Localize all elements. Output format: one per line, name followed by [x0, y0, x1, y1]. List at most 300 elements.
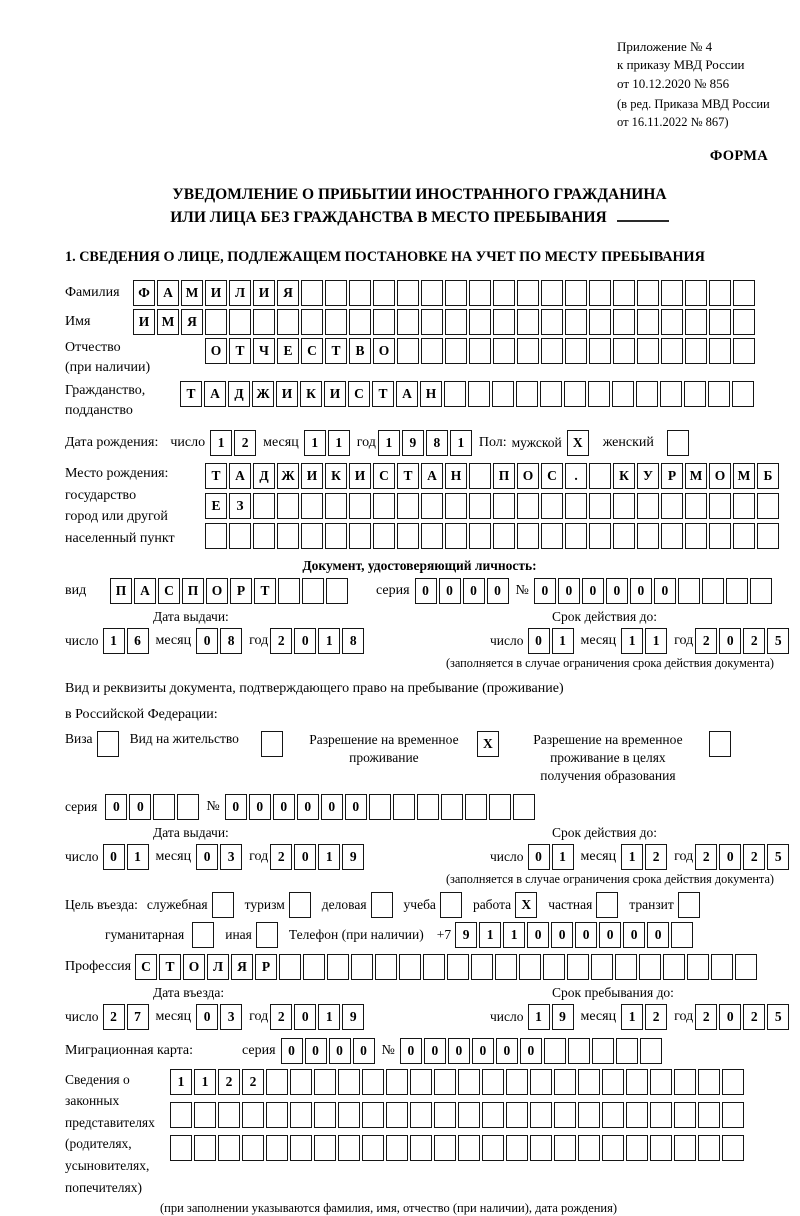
surname-cell[interactable] [421, 280, 443, 306]
surname-cell[interactable] [709, 280, 731, 306]
identity-issue-day-cell[interactable]: 1 [103, 628, 125, 654]
identity-doc-number-cell[interactable] [702, 578, 724, 604]
birthplace-cell[interactable]: И [301, 463, 323, 489]
birthplace-cell[interactable] [421, 523, 443, 549]
surname-cell[interactable] [661, 280, 683, 306]
representatives-cell[interactable] [410, 1102, 432, 1128]
representatives-cell[interactable]: 1 [194, 1069, 216, 1095]
patronymic-cell[interactable] [637, 338, 659, 364]
stay-year-cell[interactable]: 5 [767, 1004, 789, 1030]
stay-year-cell[interactable]: 0 [719, 1004, 741, 1030]
identity-doc-type-cell[interactable] [326, 578, 348, 604]
patronymic-cell[interactable]: О [373, 338, 395, 364]
representatives-cell[interactable] [650, 1135, 672, 1161]
identity-doc-number-cell[interactable] [750, 578, 772, 604]
representatives-cell[interactable] [458, 1135, 480, 1161]
representatives-cell[interactable] [506, 1102, 528, 1128]
birthplace-cell[interactable]: О [709, 463, 731, 489]
representatives-cell[interactable] [482, 1102, 504, 1128]
representatives-cell[interactable] [578, 1135, 600, 1161]
representatives-cell[interactable] [218, 1135, 240, 1161]
phone-digit-cell[interactable]: 0 [575, 922, 597, 948]
purpose-official-checkbox[interactable] [212, 892, 234, 918]
surname-cell[interactable] [541, 280, 563, 306]
migration-card-number-cell[interactable]: 0 [424, 1038, 446, 1064]
birthplace-cell[interactable] [469, 493, 491, 519]
representatives-cell[interactable] [698, 1102, 720, 1128]
residence-issue-year-cell[interactable]: 9 [342, 844, 364, 870]
purpose-other-checkbox[interactable] [256, 922, 278, 948]
citizenship-cell[interactable] [588, 381, 610, 407]
birthplace-cell[interactable]: Ж [277, 463, 299, 489]
birthplace-cell[interactable]: Д [253, 463, 275, 489]
representatives-cell[interactable] [170, 1102, 192, 1128]
identity-doc-number-cell[interactable]: 0 [606, 578, 628, 604]
identity-doc-type-cell[interactable] [302, 578, 324, 604]
representatives-cell[interactable] [434, 1069, 456, 1095]
residence-issue-month-cell[interactable]: 0 [196, 844, 218, 870]
patronymic-cell[interactable] [445, 338, 467, 364]
birth-year-cell[interactable]: 8 [426, 430, 448, 456]
residence-valid-year-cell[interactable]: 5 [767, 844, 789, 870]
representatives-cell[interactable] [410, 1135, 432, 1161]
profession-cell[interactable] [495, 954, 517, 980]
birthplace-cell[interactable] [373, 523, 395, 549]
birthplace-cell[interactable] [229, 523, 251, 549]
birthplace-cell[interactable] [325, 523, 347, 549]
name-cell[interactable] [277, 309, 299, 335]
representatives-cell[interactable]: 1 [170, 1069, 192, 1095]
name-cell[interactable] [541, 309, 563, 335]
surname-cell[interactable] [493, 280, 515, 306]
birthplace-cell[interactable] [253, 523, 275, 549]
representatives-cell[interactable] [674, 1102, 696, 1128]
representatives-cell[interactable] [482, 1135, 504, 1161]
profession-cell[interactable]: С [135, 954, 157, 980]
entry-month-cell[interactable]: 0 [196, 1004, 218, 1030]
identity-doc-type-cell[interactable]: А [134, 578, 156, 604]
name-cell[interactable] [709, 309, 731, 335]
birthplace-cell[interactable]: К [325, 463, 347, 489]
representatives-cell[interactable] [602, 1102, 624, 1128]
residence-doc-number-cell[interactable]: 0 [297, 794, 319, 820]
birthplace-cell[interactable] [301, 493, 323, 519]
birthplace-cell[interactable] [397, 523, 419, 549]
representatives-cell[interactable] [194, 1102, 216, 1128]
birthplace-cell[interactable]: У [637, 463, 659, 489]
female-checkbox[interactable] [667, 430, 689, 456]
entry-day-cell[interactable]: 2 [103, 1004, 125, 1030]
representatives-cell[interactable] [602, 1135, 624, 1161]
male-checkbox[interactable]: X [567, 430, 589, 456]
residence-valid-year-cell[interactable]: 0 [719, 844, 741, 870]
migration-card-series-cell[interactable]: 0 [329, 1038, 351, 1064]
identity-issue-year-cell[interactable]: 8 [342, 628, 364, 654]
representatives-cell[interactable] [674, 1069, 696, 1095]
residence-valid-month-cell[interactable]: 1 [621, 844, 643, 870]
birthplace-cell[interactable] [493, 523, 515, 549]
representatives-cell[interactable] [554, 1069, 576, 1095]
birthplace-cell[interactable] [589, 493, 611, 519]
identity-issue-year-cell[interactable]: 0 [294, 628, 316, 654]
identity-doc-series-cell[interactable]: 0 [463, 578, 485, 604]
representatives-cell[interactable] [266, 1102, 288, 1128]
phone-digit-cell[interactable]: 1 [503, 922, 525, 948]
birth-day-cell[interactable]: 2 [234, 430, 256, 456]
identity-doc-number-cell[interactable]: 0 [582, 578, 604, 604]
purpose-transit-checkbox[interactable] [678, 892, 700, 918]
entry-year-cell[interactable]: 0 [294, 1004, 316, 1030]
representatives-cell[interactable] [410, 1069, 432, 1095]
representatives-cell[interactable]: 2 [242, 1069, 264, 1095]
birthplace-cell[interactable] [685, 493, 707, 519]
identity-issue-day-cell[interactable]: 6 [127, 628, 149, 654]
citizenship-cell[interactable] [540, 381, 562, 407]
purpose-business-checkbox[interactable] [371, 892, 393, 918]
birthplace-cell[interactable]: . [565, 463, 587, 489]
identity-issue-year-cell[interactable]: 2 [270, 628, 292, 654]
entry-month-cell[interactable]: 3 [220, 1004, 242, 1030]
patronymic-cell[interactable] [421, 338, 443, 364]
phone-digit-cell[interactable] [671, 922, 693, 948]
migration-card-number-cell[interactable] [640, 1038, 662, 1064]
name-cell[interactable] [517, 309, 539, 335]
birthplace-cell[interactable] [733, 493, 755, 519]
representatives-cell[interactable] [554, 1102, 576, 1128]
birthplace-cell[interactable] [661, 493, 683, 519]
residence-doc-series-cell[interactable]: 0 [129, 794, 151, 820]
patronymic-cell[interactable] [493, 338, 515, 364]
residence-valid-day-cell[interactable]: 0 [528, 844, 550, 870]
birth-month-cell[interactable]: 1 [328, 430, 350, 456]
representatives-cell[interactable] [362, 1102, 384, 1128]
representatives-cell[interactable] [314, 1069, 336, 1095]
name-cell[interactable] [229, 309, 251, 335]
representatives-cell[interactable] [242, 1102, 264, 1128]
profession-cell[interactable] [447, 954, 469, 980]
surname-cell[interactable] [445, 280, 467, 306]
profession-cell[interactable] [279, 954, 301, 980]
identity-valid-year-cell[interactable]: 2 [743, 628, 765, 654]
birthplace-cell[interactable]: М [685, 463, 707, 489]
birthplace-cell[interactable] [349, 493, 371, 519]
name-cell[interactable] [613, 309, 635, 335]
profession-cell[interactable] [303, 954, 325, 980]
citizenship-cell[interactable] [660, 381, 682, 407]
residence-doc-number-cell[interactable] [465, 794, 487, 820]
birthplace-cell[interactable] [301, 523, 323, 549]
name-cell[interactable]: Я [181, 309, 203, 335]
profession-cell[interactable] [567, 954, 589, 980]
residence-doc-number-cell[interactable] [513, 794, 535, 820]
phone-digit-cell[interactable]: 0 [551, 922, 573, 948]
surname-cell[interactable] [349, 280, 371, 306]
surname-cell[interactable] [397, 280, 419, 306]
residence-doc-number-cell[interactable]: 0 [273, 794, 295, 820]
profession-cell[interactable] [423, 954, 445, 980]
purpose-tourism-checkbox[interactable] [289, 892, 311, 918]
name-cell[interactable] [733, 309, 755, 335]
migration-card-number-cell[interactable] [592, 1038, 614, 1064]
surname-cell[interactable]: М [181, 280, 203, 306]
citizenship-cell[interactable]: К [300, 381, 322, 407]
stay-day-cell[interactable]: 9 [552, 1004, 574, 1030]
patronymic-cell[interactable]: Ч [253, 338, 275, 364]
representatives-cell[interactable] [338, 1102, 360, 1128]
residence-doc-number-cell[interactable] [393, 794, 415, 820]
migration-card-number-cell[interactable]: 0 [472, 1038, 494, 1064]
representatives-cell[interactable] [530, 1102, 552, 1128]
birthplace-cell[interactable] [757, 523, 779, 549]
name-cell[interactable] [565, 309, 587, 335]
identity-doc-type-cell[interactable]: О [206, 578, 228, 604]
patronymic-cell[interactable]: Т [325, 338, 347, 364]
birthplace-cell[interactable]: М [733, 463, 755, 489]
patronymic-cell[interactable] [613, 338, 635, 364]
birth-month-cell[interactable]: 1 [304, 430, 326, 456]
citizenship-cell[interactable] [708, 381, 730, 407]
identity-doc-number-cell[interactable]: 0 [654, 578, 676, 604]
representatives-cell[interactable] [362, 1069, 384, 1095]
representatives-cell[interactable] [290, 1069, 312, 1095]
stay-year-cell[interactable]: 2 [695, 1004, 717, 1030]
representatives-cell[interactable] [698, 1135, 720, 1161]
identity-doc-series-cell[interactable]: 0 [439, 578, 461, 604]
patronymic-cell[interactable]: О [205, 338, 227, 364]
residence-doc-number-cell[interactable] [417, 794, 439, 820]
residence-doc-number-cell[interactable] [489, 794, 511, 820]
identity-issue-month-cell[interactable]: 8 [220, 628, 242, 654]
profession-cell[interactable]: О [183, 954, 205, 980]
patronymic-cell[interactable] [469, 338, 491, 364]
name-cell[interactable] [325, 309, 347, 335]
representatives-cell[interactable] [506, 1135, 528, 1161]
surname-cell[interactable] [469, 280, 491, 306]
birthplace-cell[interactable] [373, 493, 395, 519]
birthplace-cell[interactable] [637, 493, 659, 519]
surname-cell[interactable] [565, 280, 587, 306]
representatives-cell[interactable] [626, 1069, 648, 1095]
representatives-cell[interactable] [434, 1135, 456, 1161]
residence-doc-number-cell[interactable] [369, 794, 391, 820]
representatives-cell[interactable] [458, 1069, 480, 1095]
birthplace-cell[interactable] [613, 523, 635, 549]
representatives-cell[interactable] [434, 1102, 456, 1128]
patronymic-cell[interactable] [589, 338, 611, 364]
citizenship-cell[interactable]: Д [228, 381, 250, 407]
patronymic-cell[interactable] [565, 338, 587, 364]
purpose-work-checkbox[interactable]: X [515, 892, 537, 918]
surname-cell[interactable] [685, 280, 707, 306]
entry-year-cell[interactable]: 2 [270, 1004, 292, 1030]
surname-cell[interactable]: А [157, 280, 179, 306]
birthplace-cell[interactable]: О [517, 463, 539, 489]
representatives-cell[interactable] [386, 1069, 408, 1095]
surname-cell[interactable]: Я [277, 280, 299, 306]
representatives-cell[interactable] [626, 1135, 648, 1161]
birthplace-cell[interactable] [661, 523, 683, 549]
representatives-cell[interactable] [266, 1069, 288, 1095]
patronymic-cell[interactable] [685, 338, 707, 364]
identity-doc-type-cell[interactable]: П [110, 578, 132, 604]
birthplace-cell[interactable] [325, 493, 347, 519]
citizenship-cell[interactable] [516, 381, 538, 407]
name-cell[interactable] [589, 309, 611, 335]
citizenship-cell[interactable]: Т [180, 381, 202, 407]
identity-doc-number-cell[interactable] [678, 578, 700, 604]
birthplace-cell[interactable] [565, 523, 587, 549]
temp-residence-education-checkbox[interactable] [709, 731, 731, 757]
profession-cell[interactable] [591, 954, 613, 980]
name-cell[interactable] [469, 309, 491, 335]
representatives-cell[interactable] [626, 1102, 648, 1128]
residence-issue-day-cell[interactable]: 1 [127, 844, 149, 870]
birthplace-cell[interactable]: А [421, 463, 443, 489]
birthplace-cell[interactable]: С [541, 463, 563, 489]
migration-card-number-cell[interactable]: 0 [520, 1038, 542, 1064]
representatives-cell[interactable] [242, 1135, 264, 1161]
patronymic-cell[interactable]: В [349, 338, 371, 364]
surname-cell[interactable] [325, 280, 347, 306]
birthplace-cell[interactable]: Н [445, 463, 467, 489]
surname-cell[interactable] [517, 280, 539, 306]
patronymic-cell[interactable] [709, 338, 731, 364]
representatives-cell[interactable] [482, 1069, 504, 1095]
representatives-cell[interactable] [218, 1102, 240, 1128]
name-cell[interactable] [661, 309, 683, 335]
profession-cell[interactable]: Л [207, 954, 229, 980]
name-cell[interactable] [373, 309, 395, 335]
birthplace-cell[interactable] [469, 523, 491, 549]
citizenship-cell[interactable] [636, 381, 658, 407]
birthplace-cell[interactable]: А [229, 463, 251, 489]
patronymic-cell[interactable] [541, 338, 563, 364]
profession-cell[interactable] [327, 954, 349, 980]
identity-valid-year-cell[interactable]: 2 [695, 628, 717, 654]
birthplace-cell[interactable] [421, 493, 443, 519]
surname-cell[interactable] [301, 280, 323, 306]
surname-cell[interactable]: И [253, 280, 275, 306]
birthplace-cell[interactable] [445, 493, 467, 519]
identity-doc-type-cell[interactable]: Р [230, 578, 252, 604]
migration-card-number-cell[interactable] [544, 1038, 566, 1064]
identity-valid-year-cell[interactable]: 0 [719, 628, 741, 654]
representatives-cell[interactable] [530, 1069, 552, 1095]
birthplace-cell[interactable] [205, 523, 227, 549]
profession-cell[interactable]: Я [231, 954, 253, 980]
identity-doc-series-cell[interactable]: 0 [487, 578, 509, 604]
residence-doc-series-cell[interactable] [177, 794, 199, 820]
residence-doc-series-cell[interactable]: 0 [105, 794, 127, 820]
birthplace-cell[interactable] [253, 493, 275, 519]
representatives-cell[interactable] [554, 1135, 576, 1161]
phone-digit-cell[interactable]: 0 [623, 922, 645, 948]
representatives-cell[interactable] [722, 1135, 744, 1161]
identity-doc-type-cell[interactable]: Т [254, 578, 276, 604]
birthplace-cell[interactable] [517, 493, 539, 519]
representatives-cell[interactable] [170, 1135, 192, 1161]
identity-valid-day-cell[interactable]: 1 [552, 628, 574, 654]
birthplace-cell[interactable] [397, 493, 419, 519]
citizenship-cell[interactable] [468, 381, 490, 407]
representatives-cell[interactable] [530, 1135, 552, 1161]
residence-doc-series-cell[interactable] [153, 794, 175, 820]
residence-permit-checkbox[interactable] [261, 731, 283, 757]
surname-cell[interactable] [589, 280, 611, 306]
birthplace-cell[interactable] [541, 493, 563, 519]
purpose-humanitarian-checkbox[interactable] [192, 922, 214, 948]
representatives-cell[interactable] [650, 1069, 672, 1095]
birthplace-cell[interactable] [589, 523, 611, 549]
name-cell[interactable] [493, 309, 515, 335]
citizenship-cell[interactable] [732, 381, 754, 407]
profession-cell[interactable] [375, 954, 397, 980]
representatives-cell[interactable] [338, 1069, 360, 1095]
birthplace-cell[interactable]: Е [205, 493, 227, 519]
residence-doc-number-cell[interactable]: 0 [225, 794, 247, 820]
patronymic-cell[interactable]: Е [277, 338, 299, 364]
residence-issue-day-cell[interactable]: 0 [103, 844, 125, 870]
entry-year-cell[interactable]: 1 [318, 1004, 340, 1030]
residence-valid-year-cell[interactable]: 2 [695, 844, 717, 870]
identity-valid-year-cell[interactable]: 5 [767, 628, 789, 654]
representatives-cell[interactable] [458, 1102, 480, 1128]
representatives-cell[interactable] [578, 1069, 600, 1095]
birthplace-cell[interactable] [709, 493, 731, 519]
identity-doc-series-cell[interactable]: 0 [415, 578, 437, 604]
name-cell[interactable]: М [157, 309, 179, 335]
representatives-cell[interactable] [386, 1102, 408, 1128]
citizenship-cell[interactable]: И [276, 381, 298, 407]
birthplace-cell[interactable] [733, 523, 755, 549]
surname-cell[interactable] [733, 280, 755, 306]
birthplace-cell[interactable]: П [493, 463, 515, 489]
surname-cell[interactable]: И [205, 280, 227, 306]
citizenship-cell[interactable]: И [324, 381, 346, 407]
residence-valid-day-cell[interactable]: 1 [552, 844, 574, 870]
profession-cell[interactable] [711, 954, 733, 980]
birth-year-cell[interactable]: 1 [378, 430, 400, 456]
birth-year-cell[interactable]: 1 [450, 430, 472, 456]
residence-issue-year-cell[interactable]: 0 [294, 844, 316, 870]
birthplace-cell[interactable] [517, 523, 539, 549]
patronymic-cell[interactable] [517, 338, 539, 364]
stay-month-cell[interactable]: 2 [645, 1004, 667, 1030]
birth-day-cell[interactable]: 1 [210, 430, 232, 456]
patronymic-cell[interactable]: Т [229, 338, 251, 364]
birthplace-cell[interactable] [589, 463, 611, 489]
name-cell[interactable] [445, 309, 467, 335]
identity-doc-type-cell[interactable]: П [182, 578, 204, 604]
birthplace-cell[interactable]: Т [205, 463, 227, 489]
migration-card-series-cell[interactable]: 0 [305, 1038, 327, 1064]
name-cell[interactable] [301, 309, 323, 335]
profession-cell[interactable]: Р [255, 954, 277, 980]
surname-cell[interactable]: Ф [133, 280, 155, 306]
birthplace-cell[interactable] [541, 523, 563, 549]
profession-cell[interactable] [519, 954, 541, 980]
birthplace-cell[interactable] [445, 523, 467, 549]
migration-card-number-cell[interactable]: 0 [448, 1038, 470, 1064]
representatives-cell[interactable] [314, 1135, 336, 1161]
representatives-cell[interactable] [266, 1135, 288, 1161]
citizenship-cell[interactable] [564, 381, 586, 407]
birthplace-cell[interactable]: И [349, 463, 371, 489]
phone-digit-cell[interactable]: 9 [455, 922, 477, 948]
representatives-cell[interactable] [650, 1102, 672, 1128]
migration-card-number-cell[interactable]: 0 [496, 1038, 518, 1064]
citizenship-cell[interactable]: Т [372, 381, 394, 407]
